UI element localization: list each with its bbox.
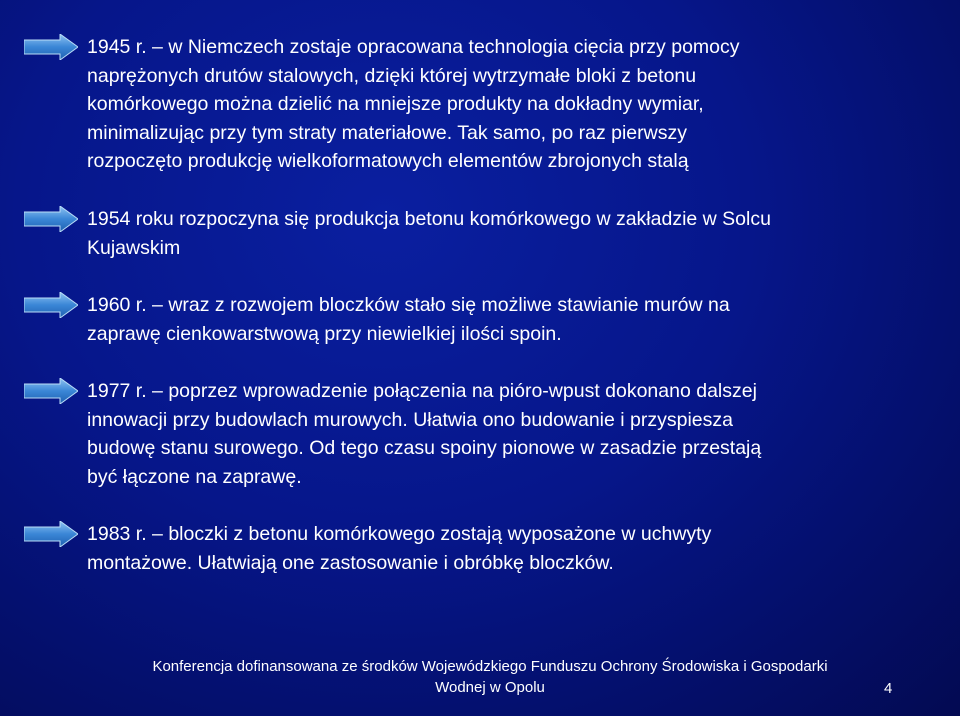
footer-text: Konferencja dofinansowana ze środków Wojewódzkiego Funduszu Ochrony Środowiska i Gospodarki Wodnej w Opolu [152,658,828,696]
bullet-text: 1960 r. – wraz z rozwojem bloczków stało się możliwe stawianie murów na zaprawę cienkowarstwową przy niewielkiej ilości spoin. [87,294,730,345]
arrow-icon [24,521,78,547]
page-number: 4 [884,680,893,697]
bullet-text: 1983 r. – bloczki z betonu komórkowego zostają wyposażone w uchwyty montażowe. Ułatwiają one zastosowanie i obróbkę bloczków. [87,523,712,574]
bullet-text: 1954 roku rozpoczyna się produkcja betonu komórkowego w zakładzie w Solcu Kujawskim [87,208,771,259]
bullet-text: 1977 r. – poprzez wprowadzenie połączenia na pióro-wpust dokonano dalszej innowacji przy budowlach murowych. Ułatwia ono budowanie i przyspiesza budowę stanu surowego. Od tego czasu spoiny pionowe w zasadzie przestają być łączone na zaprawę. [87,380,762,488]
arrow-icon [24,34,78,60]
bullet-text: 1945 r. – w Niemczech zostaje opracowana technologia cięcia przy pomocy naprężonych drutów stalowych, dzięki której wytrzymałe bloki z betonu komórkowego można dzielić na mniejsze produkty na dokładny wymiar, minimalizując przy tym straty materiałowe. Tak samo, po raz pierwszy rozpoczęto produkcję wielkoformatowych elementów zbrojonych stalą [87,36,740,172]
arrow-icon [24,292,78,318]
arrow-icon [24,378,78,404]
arrow-icon [24,206,78,232]
